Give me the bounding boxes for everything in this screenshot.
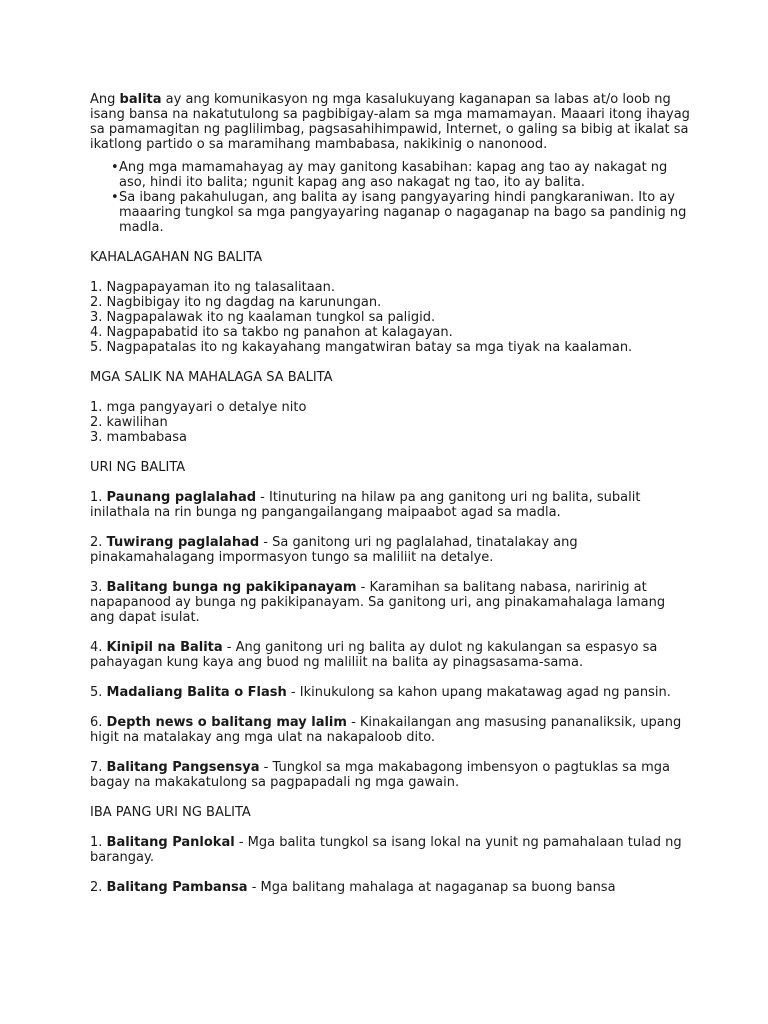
list-item: 4. Nagpapabatid ito sa takbo ng panahon at kalagayan. — [90, 325, 453, 340]
document-body — [90, 92, 690, 910]
entry-number: 5. — [90, 685, 107, 700]
entry-number: 2. — [90, 535, 107, 550]
list-item: 2. Nagbibigay ito ng dagdag na karunungan. — [90, 295, 382, 310]
bullet-item — [90, 190, 690, 235]
entry-term: Balitang Pangsensya — [106, 760, 260, 775]
bullet-text: Ang mga mamamahayag ay may ganitong kasabihan: kapag ang tao ay nakagat ng aso, hindi ito balita; ngunit kapag ang aso nakagat ng tao, ito ay balita. — [119, 160, 668, 190]
uri-entry — [90, 715, 690, 745]
entry-term: Paunang paglalahad — [106, 490, 257, 505]
iba-entry — [90, 835, 690, 865]
entry-description: - Itinuturing na hilaw pa ang ganitong uri ng balita, subalit inilathala na rin bunga ng pangangailangang maipaabot agad sa madla. — [90, 490, 641, 520]
entry-term: Balitang bunga ng pakikipanayam — [106, 580, 357, 595]
bullet-marker: • — [111, 190, 119, 205]
uri-entry — [90, 490, 690, 520]
section-heading-uri: URI NG BALITA — [90, 460, 186, 475]
uri-entry — [90, 685, 690, 700]
entry-number: 7. — [90, 760, 107, 775]
section-heading-kahalagahan: KAHALAGAHAN NG BALITA — [90, 250, 263, 265]
entry-term: Tuwirang paglalahad — [106, 535, 260, 550]
entry-term: Madaliang Balita o Flash — [106, 685, 287, 700]
entry-number: 3. — [90, 580, 107, 595]
list-item: 5. Nagpapatalas ito ng kakayahang mangatwiran batay sa mga tiyak na kaalaman. — [90, 340, 633, 355]
entry-term: Kinipil na Balita — [106, 640, 223, 655]
list-item: 2. kawilihan — [90, 415, 168, 430]
bullet-list — [90, 160, 690, 235]
intro-term: balita — [119, 92, 162, 107]
entry-description: - Ang ganitong uri ng balita ay dulot ng kakulangan sa espasyo sa pahayagan kung kaya ang buod ng maliliit na balita ay pinagsasama-sama. — [90, 640, 658, 670]
entry-description: - Mga balita tungkol sa isang lokal na yunit ng pamahalaan tulad ng barangay. — [90, 835, 682, 865]
iba-entry — [90, 880, 690, 895]
kahalagahan-list — [90, 280, 690, 355]
entry-description: - Tungkol sa mga makabagong imbensyon o pagtuklas sa mga bagay na makakatulong sa pagpapadali ng mga gawain. — [90, 760, 670, 790]
section-heading-iba: IBA PANG URI NG BALITA — [90, 805, 251, 820]
uri-entry — [90, 760, 690, 790]
list-item: 1. Nagpapayaman ito ng talasalitaan. — [90, 280, 336, 295]
entry-description: - Karamihan sa balitang nabasa, naririnig at napapanood ay bunga ng pakikipanayam. Sa ganitong uri, ang pinakamahalaga lamang ang dapat isulat. — [90, 580, 666, 625]
salik-list — [90, 400, 690, 445]
entry-number: 2. — [90, 880, 107, 895]
bullet-text: Sa ibang pakahulugan, ang balita ay isang pangyayaring hindi pangkaraniwan. Ito ay maaaring tungkol sa mga pangyayaring naganap o nagaganap na bago sa pandinig ng madla. — [119, 190, 687, 235]
entry-number: 1. — [90, 835, 107, 850]
intro-prefix: Ang — [90, 92, 120, 107]
entry-description: - Sa ganitong uri ng paglalahad, tinatalakay ang pinakamahalagang impormasyon tungo sa maliliit na detalye. — [90, 535, 578, 565]
list-item: 1. mga pangyayari o detalye nito — [90, 400, 307, 415]
uri-entry — [90, 640, 690, 670]
bullet-item — [90, 160, 690, 190]
bullet-marker: • — [111, 160, 119, 175]
entry-term: Depth news o balitang may lalim — [106, 715, 347, 730]
list-item: 3. Nagpapalawak ito ng kaalaman tungkol sa paligid. — [90, 310, 436, 325]
uri-entry — [90, 535, 690, 565]
entry-number: 4. — [90, 640, 107, 655]
intro-text: ay ang komunikasyon ng mga kasalukuyang kaganapan sa labas at/o loob ng isang bansa na nakatutulong sa pagbibigay-alam sa mga mamamayan. Maaari itong ihayag sa pamamagitan ng paglilimbag, pagsasahihimpawid, Internet, o galing sa bibig at ikalat sa ikatlong partido o sa maramihang mambabasa, nakikinig o nanonood. — [90, 92, 690, 152]
list-item: 3. mambabasa — [90, 430, 188, 445]
entry-term: Balitang Panlokal — [106, 835, 235, 850]
entry-term: Balitang Pambansa — [106, 880, 248, 895]
section-heading-salik: MGA SALIK NA MAHALAGA SA BALITA — [90, 370, 333, 385]
entry-description: - Mga balitang mahalaga at nagaganap sa buong bansa — [247, 880, 616, 895]
uri-entry — [90, 580, 690, 625]
intro-paragraph — [90, 92, 690, 152]
entry-number: 6. — [90, 715, 107, 730]
entry-description: - Ikinukulong sa kahon upang makatawag agad ng pansin. — [286, 685, 671, 700]
entry-number: 1. — [90, 490, 107, 505]
entry-description: - Kinakailangan ang masusing pananaliksik, upang higit na matalakay ang mga ulat na nakapaloob dito. — [90, 715, 682, 745]
